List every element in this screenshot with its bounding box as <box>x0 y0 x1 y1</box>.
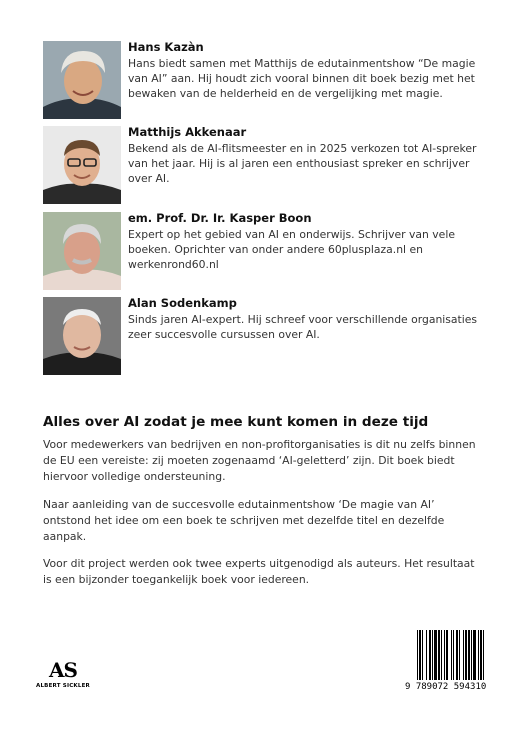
author-block <box>43 126 483 206</box>
author-photo <box>43 41 121 119</box>
author-photo <box>43 297 121 375</box>
barcode-digits: 9 789072 594310 <box>405 682 487 692</box>
publisher-logo <box>34 659 92 689</box>
barcode-bar <box>480 630 482 680</box>
barcode-bar <box>456 630 458 680</box>
barcode-bar <box>446 630 448 680</box>
author-bio: Sinds jaren AI-expert. Hij schreef voor verschillende organisaties zeer succesvolle cursussen over AI. <box>128 313 478 341</box>
author-name: Matthijs Akkenaar <box>128 125 247 139</box>
barcode-bar <box>434 630 437 680</box>
barcode-bar <box>478 630 479 680</box>
barcode-bar <box>444 630 445 680</box>
paragraph: Voor dit project werden ook twee experts uitgenodigd als auteurs. Het resultaat is een bijzonder toegankelijk boek voor iedereen. <box>43 557 475 586</box>
barcode-bar <box>471 630 472 680</box>
isbn-barcode <box>401 630 513 702</box>
section-heading: Alles over AI zodat je mee kunt komen in deze tijd <box>43 414 429 430</box>
barcode-bar <box>422 630 423 680</box>
author-photo <box>43 126 121 204</box>
barcode-bar <box>473 630 476 680</box>
barcode-bar <box>451 630 452 680</box>
barcode-bar <box>438 630 440 680</box>
publisher-logo-mark: AS <box>49 658 77 682</box>
author-bio: Hans biedt samen met Matthijs de edutainmentshow “De magie van AI” aan. Hij houdt zich vooral binnen dit boek bezig met het bewaken van de helderheid en de vergelijking met magie. <box>128 57 476 100</box>
barcode-bar <box>463 630 464 680</box>
author-block <box>43 212 483 292</box>
author-name: em. Prof. Dr. Ir. Kasper Boon <box>128 211 312 225</box>
paragraph: Voor medewerkers van bedrijven en non-profitorganisaties is dit nu zelfs binnen de EU een vereiste: zij moeten zogenaamd ‘AI-geletterd’ zijn. Dit boek biedt hiervoor volledige ondersteuning. <box>43 438 476 483</box>
author-block <box>43 297 483 377</box>
author-name: Alan Sodenkamp <box>128 296 237 310</box>
barcode-bar <box>417 630 418 680</box>
author-bio: Expert op het gebied van AI en onderwijs. Schrijver van vele boeken. Oprichter van onder andere 60plusplaza.nl en werkenrond60.nl <box>128 228 455 271</box>
author-name: Hans Kazàn <box>128 40 204 54</box>
author-photo <box>43 212 121 290</box>
barcode-bar <box>441 630 442 680</box>
barcode-bar <box>465 630 467 680</box>
barcode-bar <box>419 630 421 680</box>
barcode-bar <box>432 630 433 680</box>
barcode-bar <box>459 630 460 680</box>
barcode-bar <box>468 630 470 680</box>
barcode-bar <box>453 630 454 680</box>
barcode-bar <box>426 630 427 680</box>
barcode-bar <box>483 630 484 680</box>
barcode-bar <box>429 630 431 680</box>
author-block <box>43 41 483 121</box>
paragraph: Naar aanleiding van de succesvolle edutainmentshow ‘De magie van AI’ ontstond het idee om een boek te schrijven met dezelfde titel en dezelfde aanpak. <box>43 498 445 543</box>
author-bio: Bekend als de AI-flitsmeester en in 2025 verkozen tot AI-spreker van het jaar. Hij is al jaren een enthousiast spreker en schrijver over AI. <box>128 142 477 185</box>
publisher-logo-text: ALBERT SICKLER <box>36 683 90 689</box>
barcode-bars <box>417 630 513 680</box>
